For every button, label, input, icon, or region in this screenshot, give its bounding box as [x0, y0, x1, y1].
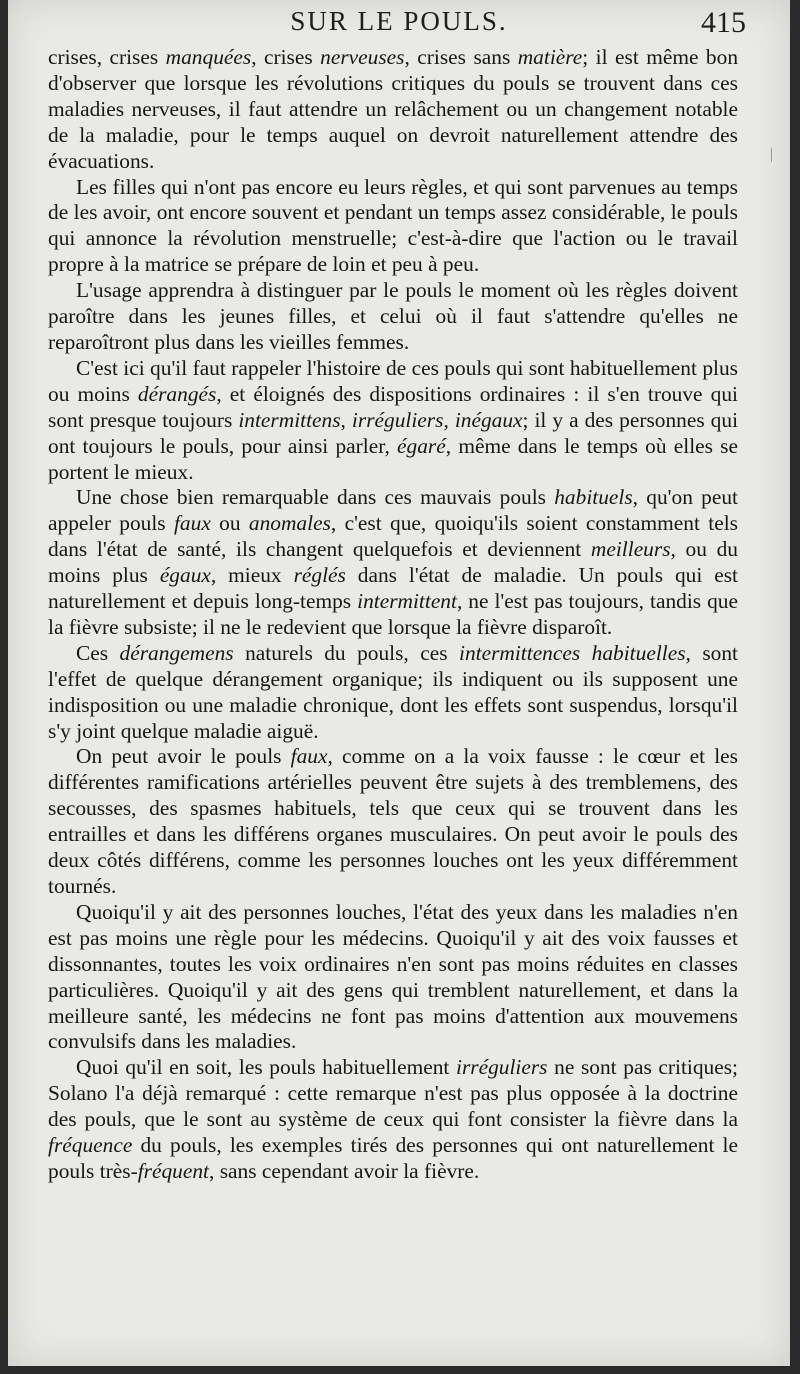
text-run: du pouls, les exemples tirés des personnes qui ont naturellement le pouls très-	[48, 1133, 738, 1183]
text-run: Une chose bien remarquable dans ces mauvais pouls	[76, 485, 555, 510]
paragraph	[48, 900, 738, 1055]
text-run: Les filles qui n'ont pas encore eu leurs règles, et qui sont parvenues au temps de les avoir, ont encore souvent et pendant un temps assez considérable, le pouls qui annonce la révolution menstruelle; c'est-à-dire que l'action ou le travail propre à la matrice se prépare de loin et peu à peu.	[48, 174, 738, 277]
text-run: L'usage apprendra à distinguer par le pouls le moment où les règles doivent paroître dans les jeunes filles, et celui où il faut s'attendre qu'elles ne reparoîtront plus dans les vieilles femmes.	[48, 278, 738, 354]
italic-text: dérangés	[137, 381, 217, 406]
margin-mark	[771, 148, 772, 162]
paragraph	[48, 744, 738, 899]
text-run: , et éloignés des dispositions ordinaires : il s'en trouve qui sont presque toujours	[48, 381, 738, 432]
italic-text: nerveuses	[320, 45, 405, 69]
paragraph	[48, 641, 738, 745]
paragraph	[48, 485, 738, 640]
running-title: SUR LE POULS.	[290, 6, 508, 36]
text-run: , sont l'effet de quelque dérangement organique; ils indiquent ou ils supposent une indisposition ou une maladie chronique, dont les effets sont suspendus, lorsqu'il s'y joint quelque maladie aiguë.	[48, 640, 738, 743]
text-run: On peut avoir le pouls	[76, 744, 291, 769]
text-run: Ces	[76, 640, 120, 665]
text-run: ,	[443, 407, 455, 432]
italic-text: faux	[290, 744, 328, 769]
italic-text: dérangemens	[119, 640, 234, 665]
italic-text: manquées	[165, 45, 252, 69]
italic-text: fréquent	[137, 1158, 210, 1183]
text-run: ,	[340, 407, 352, 432]
text-run: , crises	[251, 45, 321, 69]
italic-text: inégaux	[454, 407, 523, 432]
paragraph	[48, 1055, 738, 1185]
text-run: ; il y a des personnes qui ont toujours le pouls, pour ainsi parler,	[48, 407, 739, 458]
text-run: , sans cependant avoir la fièvre.	[209, 1158, 480, 1183]
text-run: ne sont pas critiques; Solano l'a déjà remarqué : cette remarque n'est pas plus opposée à la doctrine des pouls, que le sont au système de ceux qui font consister la fièvre dans la	[48, 1055, 738, 1132]
italic-text: irréguliers	[456, 1055, 548, 1080]
text-run: Quoiqu'il y ait des personnes louches, l'état des yeux dans les maladies n'en est pas moins une règle pour les médecins. Quoiqu'il y ait des voix fausses et dissonnantes, toutes les voix ordinaires n'en sont pas moins réduites en classes particulières. Quoiqu'il y ait des gens qui tremblent naturellement, et dans la meilleure santé, les médecins ne font pas moins d'attention aux mouvemens convulsifs dans les maladies.	[48, 899, 738, 1054]
paragraph	[48, 278, 738, 356]
text-run: , ou du moins plus	[48, 537, 739, 588]
text-run: , même dans le temps où elles se portent le mieux.	[48, 433, 739, 484]
text-run: , crises sans	[404, 45, 518, 69]
text-run: , c'est que, quoiqu'ils soient constamment tels dans l'état de santé, ils changent quelquefois et deviennent	[48, 511, 738, 562]
text-run: , comme on a la voix fausse : le cœur et les différentes ramifications artérielles peuvent être sujets à des tremblemens, des secousses, des spasmes habituels, tels que ceux qui se trouvent dans les entrailles et dans les différens organes musculaires. On peut avoir le pouls des deux côtés différens, comme les personnes louches ont les yeux différemment tournés.	[48, 744, 739, 898]
text-run: naturels du pouls, ces	[233, 640, 460, 665]
text-run: crises, crises	[48, 45, 166, 69]
italic-text: égaré	[397, 433, 446, 458]
text-run: ou	[210, 511, 249, 536]
italic-text: habituels	[554, 485, 633, 510]
italic-text: irréguliers	[351, 407, 444, 432]
italic-text: égaux	[159, 563, 211, 588]
text-run: , qu'on peut appeler pouls	[48, 485, 738, 536]
italic-text: fréquence	[48, 1133, 133, 1158]
italic-text: intermittences habituelles	[459, 640, 686, 665]
text-run: , mieux	[210, 563, 294, 588]
italic-text: réglés	[293, 563, 346, 588]
italic-text: anomales	[248, 511, 331, 536]
page-header	[48, 4, 750, 44]
page-number: 415	[701, 6, 746, 39]
italic-text: meilleurs	[590, 537, 671, 562]
text-run: Quoi qu'il en soit, les pouls habituellement	[76, 1055, 456, 1080]
text-run: dans l'état de maladie. Un pouls qui est naturellement et depuis long-temps	[48, 563, 738, 614]
text-run: C'est ici qu'il faut rappeler l'histoire de ces pouls qui sont habituellement plus ou moins	[48, 355, 738, 406]
italic-text: matière	[517, 45, 583, 69]
text-run: ; il est même bon d'observer que lorsque les révolutions critiques du pouls se trouvent dans ces maladies nerveuses, il faut attendre un relâchement ou un changement notable de la maladie, pour le temps auquel on devroit naturellement attendre des évacuations.	[48, 45, 739, 173]
text-run: , ne l'est pas toujours, tandis que la fièvre subsiste; il ne le redevient que lorsque la fièvre disparoît.	[48, 589, 739, 639]
italic-text: intermittent	[357, 589, 457, 614]
paragraph	[48, 175, 738, 279]
italic-text: intermittens	[238, 407, 341, 432]
paragraph	[48, 356, 738, 486]
italic-text: faux	[173, 511, 211, 536]
book-page	[8, 0, 790, 1366]
body-text	[48, 45, 738, 1185]
paragraph	[48, 45, 738, 175]
